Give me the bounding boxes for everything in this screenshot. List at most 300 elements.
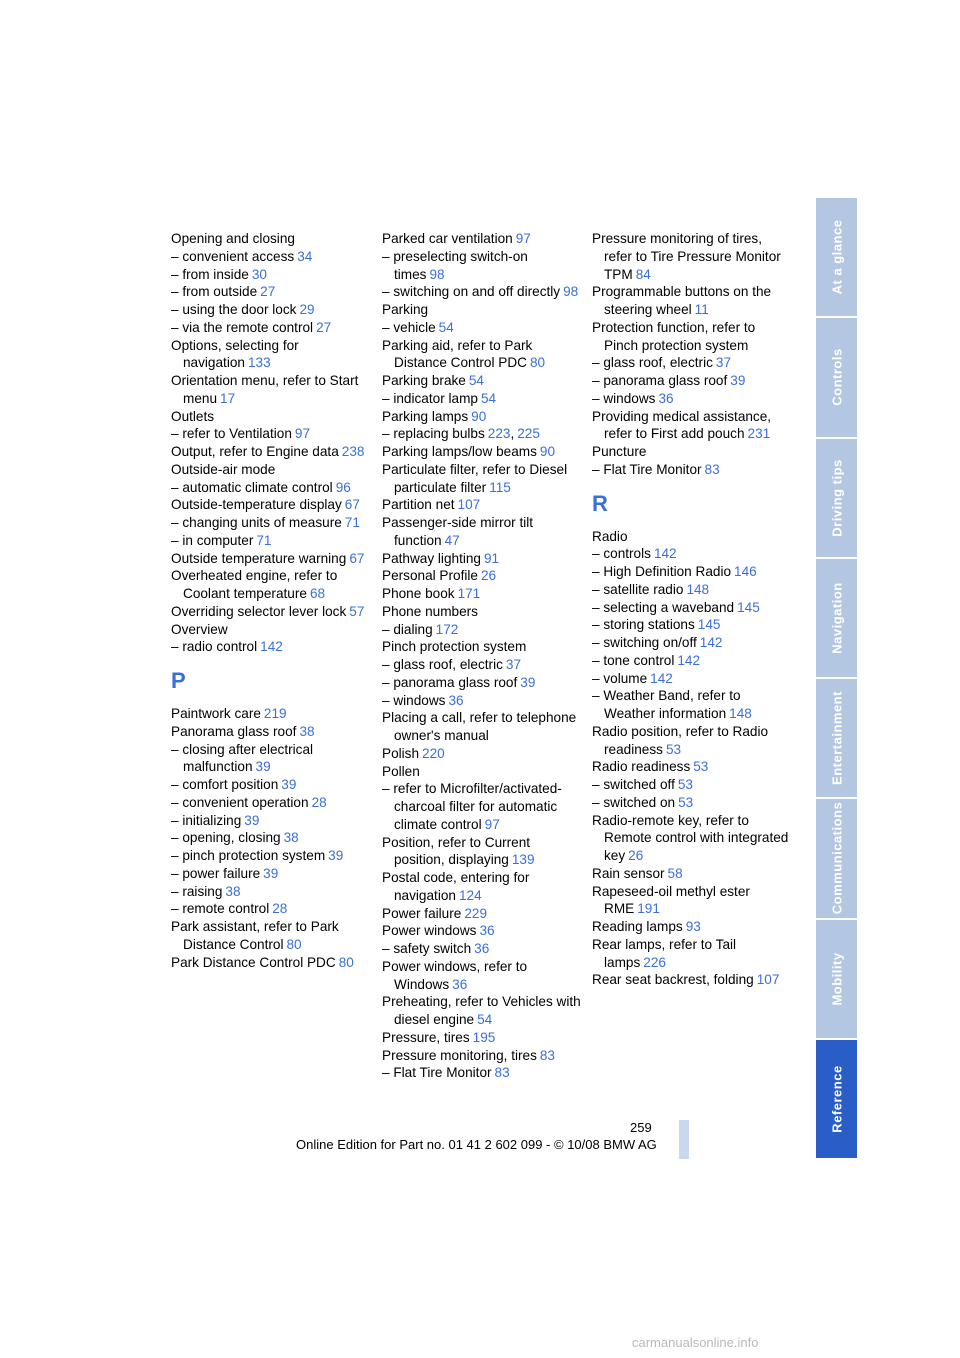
page-link[interactable]: 226 xyxy=(643,954,666,970)
index-entry-text: Providing medical assistance, refer to First add pouch xyxy=(592,408,772,442)
index-entry xyxy=(382,496,582,514)
index-entry-text: Pressure monitoring, tires xyxy=(382,1047,537,1063)
index-entry-text: – High Definition Radio xyxy=(592,564,732,579)
page-link[interactable]: 107 xyxy=(756,972,780,988)
index-entry-text: Pollen xyxy=(382,763,420,779)
index-entry xyxy=(382,780,582,833)
page-link[interactable]: 27 xyxy=(260,284,276,300)
page-link[interactable]: 97 xyxy=(515,231,531,246)
index-entry-text: – closing after electrical malfunction xyxy=(171,741,314,775)
index-entry xyxy=(171,847,371,865)
page-link[interactable]: 38 xyxy=(225,883,241,899)
index-entry xyxy=(382,621,582,639)
page-link[interactable]: 97 xyxy=(484,816,500,832)
page-link[interactable]: 91 xyxy=(484,550,500,566)
index-entry xyxy=(382,337,582,373)
index-entry-text: Overview xyxy=(171,621,228,637)
index-entry xyxy=(592,776,792,794)
page-link[interactable]: 93 xyxy=(685,919,701,934)
index-entry xyxy=(382,230,582,248)
index-entry-text: Pressure monitoring of tires, refer to Tire Pressure Monitor TPM xyxy=(592,231,781,282)
index-entry-text: – Flat Tire Monitor xyxy=(592,461,702,477)
index-entry-text: – glass roof, electric xyxy=(592,355,713,371)
index-entry-text: Puncture xyxy=(592,444,647,459)
page-link[interactable]: 36 xyxy=(658,390,674,406)
page-link[interactable]: 133 xyxy=(247,355,271,371)
index-entry xyxy=(592,794,792,812)
page-link[interactable]: 145 xyxy=(737,599,760,615)
index-entry xyxy=(171,918,371,954)
index-entry xyxy=(592,918,792,936)
sidebar-tab-label: Driving tips xyxy=(829,458,844,537)
sidebar-tab-label: Reference xyxy=(829,1065,844,1133)
page-link[interactable]: 148 xyxy=(686,581,710,597)
page-link[interactable]: 58 xyxy=(667,865,683,881)
page-link[interactable]: 54 xyxy=(468,373,484,388)
page-link[interactable]: 30 xyxy=(251,266,267,282)
index-entry-text: – preselecting switch-on times xyxy=(382,248,528,282)
index-entry xyxy=(592,670,792,688)
index-entry xyxy=(592,883,792,919)
page-marker xyxy=(679,1120,689,1159)
page-link[interactable]: 39 xyxy=(328,848,344,863)
index-entry xyxy=(592,812,792,865)
page-link[interactable]: 219 xyxy=(263,706,287,721)
index-letter-heading: R xyxy=(592,490,608,516)
index-entry xyxy=(592,230,792,283)
index-entry-text: Protection function, refer to Pinch protection system xyxy=(592,319,756,353)
page-link[interactable]: 172 xyxy=(435,621,459,637)
index-entry-text: Options, selecting for navigation xyxy=(171,337,299,371)
index-entry xyxy=(171,794,371,812)
chapter-sidebar xyxy=(816,198,857,1160)
index-entry xyxy=(382,301,582,319)
index-entry-text: – radio control xyxy=(171,639,258,655)
index-entry xyxy=(171,266,371,284)
index-entry xyxy=(171,461,371,479)
page-link[interactable]: 84 xyxy=(635,266,651,282)
page-link[interactable]: 145 xyxy=(697,617,721,633)
index-entry xyxy=(592,581,792,599)
index-entry-text: – raising xyxy=(171,883,223,899)
page-link[interactable]: 36 xyxy=(479,923,495,939)
index-entry-text: Position, refer to Current position, displaying xyxy=(382,834,531,868)
index-entry xyxy=(171,812,371,830)
index-entry-text: Power windows, refer to Windows xyxy=(382,958,528,992)
page-link[interactable]: 142 xyxy=(260,639,283,655)
page-link[interactable]: 96 xyxy=(335,479,351,495)
index-entry-text: Partition net xyxy=(382,497,455,513)
index-entry xyxy=(171,776,371,794)
page-link[interactable]: 28 xyxy=(311,794,327,810)
page-link[interactable]: 229 xyxy=(464,905,488,921)
page-link[interactable]: 39 xyxy=(255,759,271,775)
page-link[interactable]: 17 xyxy=(220,390,236,406)
index-entry xyxy=(171,372,371,408)
index-entry-text: Passenger-side mirror tilt function xyxy=(382,515,534,548)
index-entry xyxy=(592,319,792,355)
index-entry-text: Parking xyxy=(382,302,429,317)
page-link[interactable]: 39 xyxy=(244,812,260,828)
page-link[interactable]: 36 xyxy=(452,976,468,992)
index-entry xyxy=(592,634,792,652)
index-entry-text: – from inside xyxy=(171,266,249,282)
index-entry-text: – storing stations xyxy=(592,617,695,633)
index-entry xyxy=(592,865,792,883)
index-entry-text: Radio position, refer to Radio readiness xyxy=(592,723,769,757)
page-link[interactable]: 171 xyxy=(457,586,481,601)
index-entry xyxy=(592,372,792,390)
page-link[interactable]: 124 xyxy=(458,887,482,903)
page-link[interactable]: 97 xyxy=(294,426,311,442)
page-link[interactable]: 37 xyxy=(505,657,522,672)
index-entry-text: Overheated engine, refer to Coolant temperature xyxy=(171,568,338,601)
index-entry-text: – convenient access xyxy=(171,248,295,264)
index-entry xyxy=(171,337,371,373)
sidebar-tab-entertainment[interactable] xyxy=(816,679,857,799)
index-entry xyxy=(382,372,582,390)
index-entry xyxy=(592,563,792,581)
index-entry-text: Placing a call, refer to telephone owner's manual xyxy=(382,710,577,743)
index-entry xyxy=(382,1047,582,1065)
page-link[interactable]: 223 xyxy=(487,426,511,442)
index-entry-text: Power windows xyxy=(382,923,477,939)
index-entry xyxy=(592,616,792,634)
sidebar-tab-driving-tips[interactable] xyxy=(816,439,857,559)
index-entry-text: – from outside xyxy=(171,284,258,300)
page-link[interactable]: 80 xyxy=(529,355,546,371)
index-entry-text: Personal Profile xyxy=(382,568,478,584)
index-entry xyxy=(592,599,792,617)
index-entry xyxy=(592,354,792,372)
page-link[interactable]: 115 xyxy=(489,479,511,495)
index-entry xyxy=(171,954,371,972)
index-entry-text: – refer to Ventilation xyxy=(171,426,292,442)
index-entry-text: – via the remote control xyxy=(171,319,314,335)
index-entry xyxy=(171,532,371,550)
index-entry xyxy=(171,621,371,639)
index-entry-text: – Flat Tire Monitor xyxy=(382,1065,492,1081)
index-entry xyxy=(382,390,582,408)
index-entry-text: Parking lamps/low beams xyxy=(382,444,537,459)
index-entry-text: – convenient operation xyxy=(171,794,309,810)
index-entry-text: – volume xyxy=(592,670,648,686)
index-entry-text: Rapeseed-oil methyl ester RME xyxy=(592,883,750,917)
index-entry-text: Outlets xyxy=(171,408,215,424)
index-entry-text: Programmable buttons on the steering wheel xyxy=(592,284,772,317)
page-link[interactable]: 98 xyxy=(429,266,445,282)
index-entry xyxy=(382,993,582,1029)
page-link[interactable]: 83 xyxy=(539,1047,555,1063)
index-entry-text: – remote control xyxy=(171,901,270,917)
index-entry xyxy=(382,550,582,568)
sidebar-tab-label: Navigation xyxy=(829,582,844,654)
page-link[interactable]: 148 xyxy=(729,706,752,721)
sidebar-tab-reference[interactable] xyxy=(816,1040,857,1160)
sidebar-tab-label: Communications xyxy=(829,802,844,915)
index-entry-text: – panorama glass roof xyxy=(382,674,518,690)
index-entry-text: Particulate filter, refer to Diesel particulate filter xyxy=(382,461,568,495)
page-link[interactable]: 146 xyxy=(734,564,757,579)
page-link[interactable]: 47 xyxy=(444,532,460,548)
index-entry-text: Panorama glass roof xyxy=(171,723,297,739)
index-entry xyxy=(382,674,582,692)
index-entry xyxy=(592,461,792,479)
index-entry-text: – pinch protection system xyxy=(171,848,326,863)
index-entry-text: – vehicle xyxy=(382,319,436,335)
sidebar-tab-mobility[interactable] xyxy=(816,920,857,1040)
index-entry-text: Outside temperature warning xyxy=(171,550,347,566)
page-link[interactable]: 90 xyxy=(471,408,487,424)
page-link[interactable]: 28 xyxy=(272,901,288,917)
index-entry xyxy=(382,638,582,656)
page-link[interactable]: 54 xyxy=(480,390,497,406)
page-link[interactable]: 34 xyxy=(297,248,313,264)
index-entry-text: Rain sensor xyxy=(592,865,665,881)
page-link[interactable]: 37 xyxy=(715,355,732,371)
sidebar-tab-communications[interactable] xyxy=(816,799,857,919)
page-link[interactable]: 36 xyxy=(474,941,490,956)
index-entry xyxy=(171,741,371,777)
index-entry-text: Pathway lighting xyxy=(382,550,481,566)
page-link[interactable]: 238 xyxy=(341,444,365,459)
index-entry xyxy=(382,408,582,426)
page-link[interactable]: 142 xyxy=(699,635,723,650)
index-entry-text: – replacing bulbs xyxy=(382,426,485,442)
index-column-2 xyxy=(382,230,582,1082)
index-entry-text: – glass roof, electric xyxy=(382,657,503,672)
index-entry xyxy=(171,283,371,301)
index-entry-text: Output, refer to Engine data xyxy=(171,444,339,459)
sidebar-tab-controls[interactable] xyxy=(816,318,857,438)
index-letter-heading: P xyxy=(171,668,186,693)
page-link[interactable]: 53 xyxy=(693,759,709,775)
index-entry xyxy=(382,692,582,710)
index-entry xyxy=(382,922,582,940)
page-link[interactable]: 57 xyxy=(349,603,365,619)
index-entry-text: Paintwork care xyxy=(171,706,261,721)
index-entry-text: – in computer xyxy=(171,532,254,548)
page-link[interactable]: 27 xyxy=(316,319,332,335)
index-entry xyxy=(171,496,371,514)
index-entry xyxy=(382,1029,582,1047)
index-entry-text: Parking aid, refer to Park Distance Control PDC xyxy=(382,337,533,371)
index-entry-text: – automatic climate control xyxy=(171,479,333,495)
page-number: 259 xyxy=(630,1120,652,1135)
index-entry-text: – power failure xyxy=(171,865,261,881)
index-entry xyxy=(171,829,371,847)
page-link[interactable]: 142 xyxy=(677,652,701,668)
index-entry xyxy=(382,514,582,550)
index-entry xyxy=(382,1064,582,1082)
index-entry-text: – changing units of measure xyxy=(171,515,342,530)
index-entry xyxy=(382,905,582,923)
index-entry-text: Pressure, tires xyxy=(382,1029,470,1045)
index-entry xyxy=(171,603,371,621)
index-entry-text: – panorama glass roof xyxy=(592,373,728,388)
index-entry xyxy=(382,763,582,781)
index-entry xyxy=(171,550,371,568)
index-entry-text: Preheating, refer to Vehicles with diesel engine xyxy=(382,994,581,1027)
index-entry-text: Rear seat backrest, folding xyxy=(592,972,754,988)
sidebar-tab-label: Mobility xyxy=(829,952,844,1006)
index-entry-text: Outside-air mode xyxy=(171,461,276,477)
index-entry-text: Radio-remote key, refer to Remote control with integrated key xyxy=(592,812,789,863)
index-column-3 xyxy=(592,230,792,989)
index-entry xyxy=(592,936,792,972)
page-link[interactable]: 29 xyxy=(299,302,315,317)
index-entry-text: – using the door lock xyxy=(171,302,297,317)
page-link[interactable]: 53 xyxy=(665,741,682,757)
index-entry-text: – switching on/off xyxy=(592,635,697,650)
page-link[interactable]: 98 xyxy=(563,284,579,300)
index-entry xyxy=(171,900,371,918)
index-entry xyxy=(382,709,582,745)
page-link[interactable]: 67 xyxy=(349,550,365,566)
index-entry xyxy=(171,319,371,337)
index-entry-text: – selecting a waveband xyxy=(592,599,735,615)
index-entry xyxy=(171,443,371,461)
index-entry xyxy=(382,834,582,870)
page-link[interactable]: 107 xyxy=(457,497,481,513)
index-entry xyxy=(171,301,371,319)
index-entry xyxy=(171,865,371,883)
page-link[interactable]: 11 xyxy=(694,302,709,317)
index-entry-text: Power failure xyxy=(382,905,462,921)
index-entry-text: Postal code, entering for navigation xyxy=(382,870,530,903)
page-link[interactable]: 54 xyxy=(477,1012,493,1027)
index-entry-text: Orientation menu, refer to Start menu xyxy=(171,373,359,406)
page-link[interactable]: 53 xyxy=(677,777,693,792)
footer-edition-note: Online Edition for Part no. 01 41 2 602 099 - © 10/08 BMW AG xyxy=(296,1137,657,1152)
page-link[interactable]: 83 xyxy=(494,1065,510,1081)
index-entry-text: – switched off xyxy=(592,777,675,792)
page-link[interactable]: 53 xyxy=(678,794,694,810)
page-link[interactable]: 39 xyxy=(263,865,279,881)
index-entry-text: Parked car ventilation xyxy=(382,231,513,246)
page-link[interactable]: 39 xyxy=(520,674,536,690)
index-entry-text: Opening and closing xyxy=(171,231,295,246)
page-link[interactable]: 142 xyxy=(650,670,673,686)
index-entry xyxy=(171,514,371,532)
index-entry-text: – switching on and off directly xyxy=(382,284,561,300)
index-entry-text: – initializing xyxy=(171,812,242,828)
page-link[interactable]: 26 xyxy=(480,568,497,584)
index-entry xyxy=(171,567,371,603)
page-link[interactable]: 191 xyxy=(637,901,660,917)
page-link[interactable]: 26 xyxy=(628,848,644,863)
index-entry xyxy=(382,319,582,337)
page-link[interactable]: 54 xyxy=(438,319,454,335)
sidebar-tab-label: Entertainment xyxy=(829,691,844,786)
page-link[interactable]: 71 xyxy=(344,515,360,530)
index-entry xyxy=(382,443,582,461)
index-entry-text: Park Distance Control PDC xyxy=(171,954,336,970)
watermark: carmanualsonline.info xyxy=(632,1335,759,1350)
index-entry xyxy=(171,723,371,741)
page-link[interactable]: 142 xyxy=(653,546,677,562)
index-entry-text: – windows xyxy=(382,692,446,708)
index-entry-text: Phone numbers xyxy=(382,603,478,619)
index-entry xyxy=(171,705,371,723)
index-entry xyxy=(382,745,582,763)
index-entry-text: Outside-temperature display xyxy=(171,497,342,513)
page-link[interactable]: 68 xyxy=(309,586,326,601)
index-entry xyxy=(382,461,582,497)
page-link[interactable]: 39 xyxy=(730,373,746,388)
index-entry-text: Parking lamps xyxy=(382,408,469,424)
index-entry-text: – tone control xyxy=(592,652,675,668)
index-entry-text: – Weather Band, refer to Weather information xyxy=(592,688,741,721)
index-entry xyxy=(592,687,792,723)
page-link[interactable]: 38 xyxy=(299,723,315,739)
index-entry-text: – windows xyxy=(592,390,656,406)
page-link[interactable]: 36 xyxy=(448,692,464,708)
sidebar-tab-at-a-glance[interactable] xyxy=(816,198,857,318)
index-entry-text: Park assistant, refer to Park Distance Control xyxy=(171,919,339,952)
index-entry xyxy=(382,940,582,958)
index-entry-text: Radio xyxy=(592,528,628,544)
index-entry-text: – opening, closing xyxy=(171,830,281,846)
index-entry-text: – dialing xyxy=(382,621,433,637)
index-entry xyxy=(592,971,792,989)
page-link[interactable]: 80 xyxy=(286,936,302,952)
page-link[interactable]: 38 xyxy=(283,830,299,846)
index-entry-text: – controls xyxy=(592,546,651,562)
page-link[interactable]: 80 xyxy=(338,954,354,970)
page-link[interactable]: 39 xyxy=(281,777,297,792)
index-entry xyxy=(382,958,582,994)
page-link[interactable]: 67 xyxy=(344,497,360,513)
page-link[interactable]: 90 xyxy=(539,444,556,459)
sidebar-tab-label: Controls xyxy=(829,348,844,407)
index-entry xyxy=(171,883,371,901)
page-link[interactable]: 71 xyxy=(256,532,272,548)
index-entry xyxy=(592,408,792,444)
index-entry xyxy=(382,248,582,284)
index-entry-text: Radio readiness xyxy=(592,759,691,775)
index-entry xyxy=(592,758,792,776)
index-entry-text: – refer to Microfilter/activated-charcoal filter for automatic climate control xyxy=(382,781,562,832)
index-entry xyxy=(592,443,792,461)
index-entry xyxy=(171,230,371,248)
index-entry xyxy=(592,545,792,563)
index-entry-text: Parking brake xyxy=(382,373,466,388)
page-separator: , xyxy=(510,426,515,442)
index-entry-text: Phone book xyxy=(382,586,455,601)
page-link[interactable]: 231 xyxy=(747,426,771,442)
page-link[interactable]: 83 xyxy=(704,461,720,477)
index-entry-text: Overriding selector lever lock xyxy=(171,603,347,619)
page-link[interactable]: 220 xyxy=(422,745,445,761)
index-column-1 xyxy=(171,230,371,971)
index-entry-text: Rear lamps, refer to Tail lamps xyxy=(592,936,737,970)
index-entry xyxy=(382,603,582,621)
sidebar-tab-navigation[interactable] xyxy=(816,559,857,679)
index-entry-text: – safety switch xyxy=(382,941,472,956)
index-entry xyxy=(171,408,371,426)
index-entry xyxy=(171,479,371,497)
index-entry-text: – switched on xyxy=(592,794,676,810)
page-link[interactable]: 195 xyxy=(472,1029,496,1045)
index-entry xyxy=(382,869,582,905)
index-entry xyxy=(382,425,582,443)
index-entry xyxy=(382,656,582,674)
page-link[interactable]: 225 xyxy=(517,426,540,442)
page-link[interactable]: 139 xyxy=(511,852,535,868)
index-entry xyxy=(382,567,582,585)
index-entry xyxy=(171,638,371,656)
